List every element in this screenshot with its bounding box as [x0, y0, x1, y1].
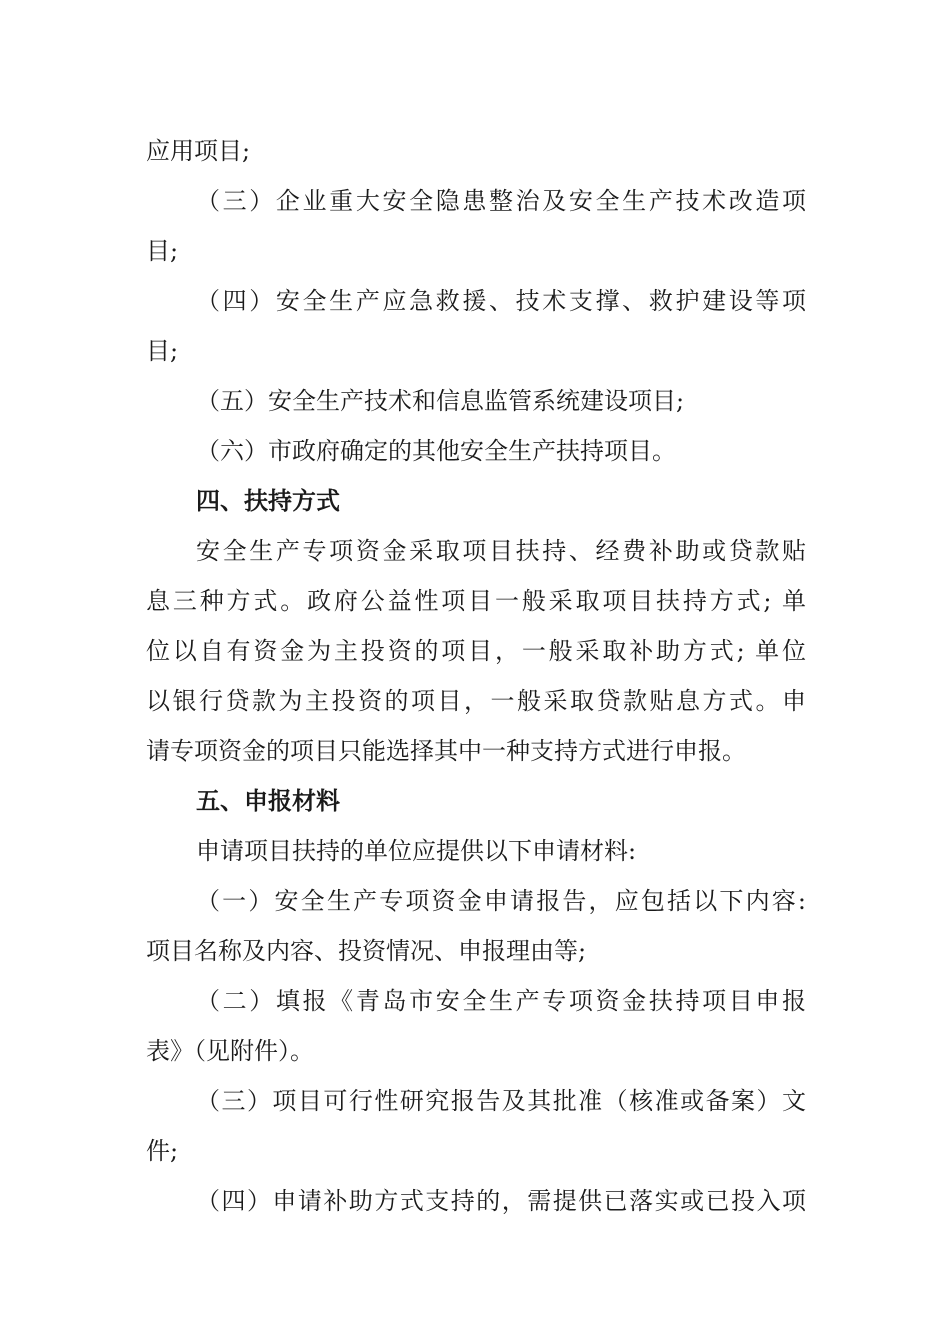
paragraph-line: 安全生产专项资金采取项目扶持、经费补助或贷款贴	[196, 537, 806, 565]
paragraph-line: 息三种方式。政府公益性项目一般采取项目扶持方式; 单	[146, 587, 806, 615]
list-item-6: （六）市政府确定的其他安全生产扶持项目。	[196, 437, 676, 465]
section-heading-5: 五、申报材料	[196, 787, 340, 815]
list-item-1: （一）安全生产专项资金申请报告，应包括以下内容:	[196, 887, 806, 915]
section-heading-4: 四、扶持方式	[196, 487, 340, 515]
text-line: 目;	[146, 237, 179, 265]
list-item-4b: （四）申请补助方式支持的，需提供已落实或已投入项	[196, 1187, 806, 1215]
paragraph-line: 以银行贷款为主投资的项目，一般采取贷款贴息方式。申	[146, 687, 806, 715]
text-line: 表》（见附件）。	[146, 1037, 314, 1065]
list-item-2: （二）填报《青岛市安全生产专项资金扶持项目申报	[196, 987, 806, 1015]
paragraph-line: 位以自有资金为主投资的项目，一般采取补助方式; 单位	[146, 637, 806, 665]
list-item-3b: （三）项目可行性研究报告及其批准（核准或备案）文	[196, 1087, 806, 1115]
text-line: 项目名称及内容、投资情况、申报理由等;	[146, 937, 587, 965]
text-line: 件;	[146, 1137, 179, 1165]
paragraph-line: 申请项目扶持的单位应提供以下申请材料:	[196, 837, 637, 865]
list-item-4: （四）安全生产应急救援、技术支撑、救护建设等项	[196, 287, 806, 315]
list-item-5: （五）安全生产技术和信息监管系统建设项目;	[196, 387, 685, 415]
text-line: 目;	[146, 337, 179, 365]
list-item-3: （三）企业重大安全隐患整治及安全生产技术改造项	[196, 187, 806, 215]
text-line: 应用项目;	[146, 137, 251, 165]
paragraph-line: 请专项资金的项目只能选择其中一种支持方式进行申报。	[146, 737, 746, 765]
